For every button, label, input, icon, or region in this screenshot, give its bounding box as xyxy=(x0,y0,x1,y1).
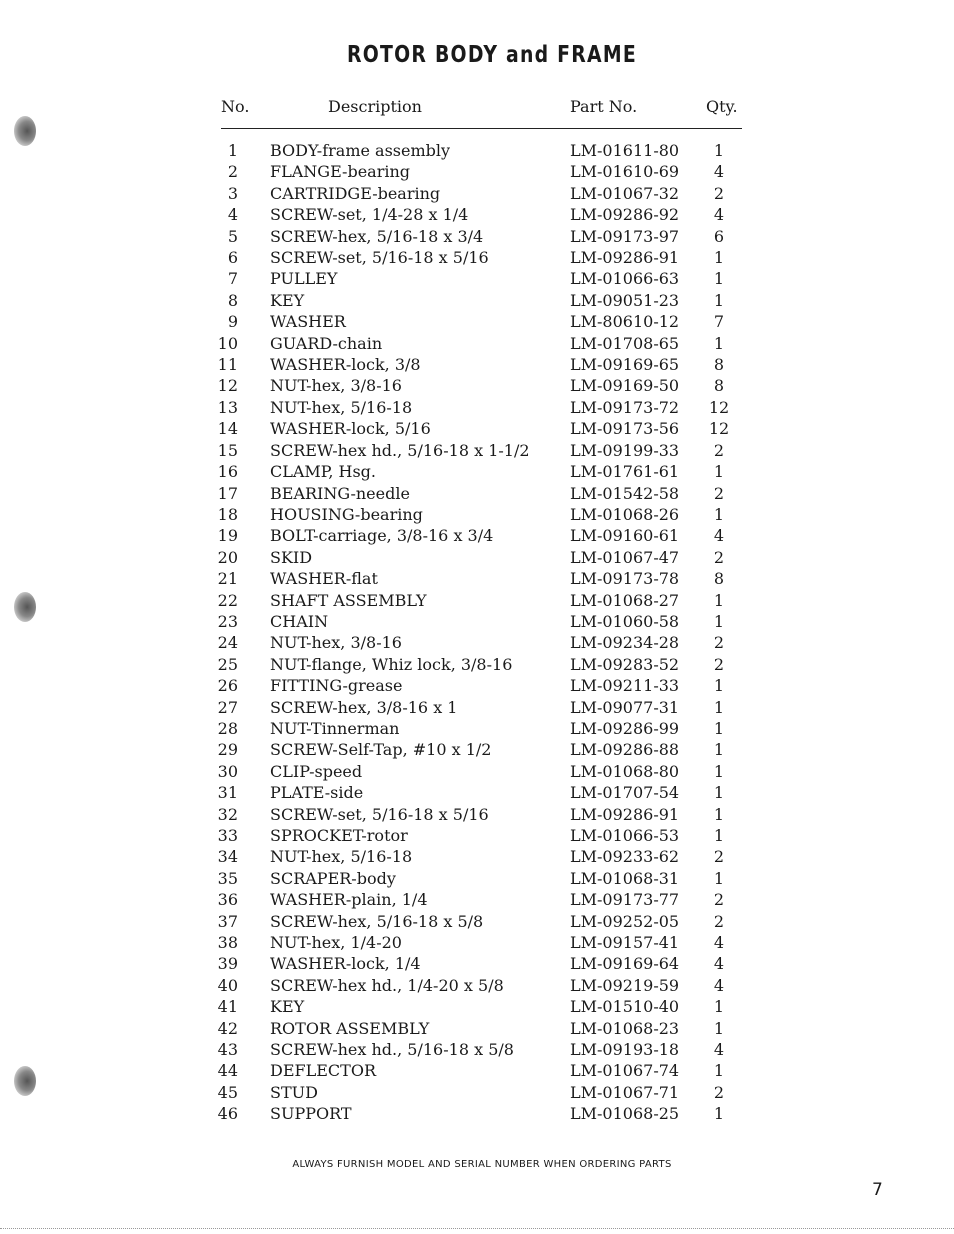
table-row xyxy=(0,204,954,225)
table-row xyxy=(0,525,954,546)
part-no-cell: LM-09199-33 xyxy=(570,440,680,460)
part-number-cell: 26 xyxy=(217,676,238,696)
part-no-cell: LM-09234-28 xyxy=(570,633,680,653)
description-cell: SCREW-set, 5/16-18 x 5/16 xyxy=(270,248,489,268)
part-number-cell: 7 xyxy=(227,269,238,289)
part-number-cell: 43 xyxy=(217,1040,238,1060)
table-row xyxy=(0,868,954,889)
description-cell: NUT-hex, 5/16-18 xyxy=(270,397,413,417)
description-cell: SKID xyxy=(270,547,313,567)
description-cell: HOUSING-bearing xyxy=(270,504,423,524)
part-number-cell: 15 xyxy=(217,440,238,460)
qty-cell: 8 xyxy=(713,376,725,396)
qty-cell: 1 xyxy=(713,1061,725,1081)
part-no-cell: LM-01610-69 xyxy=(570,162,680,182)
part-number-cell: 30 xyxy=(217,761,238,781)
table-row xyxy=(0,825,954,846)
part-number-cell: 34 xyxy=(217,847,238,867)
part-number-cell: 39 xyxy=(217,954,238,974)
part-number-cell: 16 xyxy=(217,462,238,482)
description-cell: DEFLECTOR xyxy=(270,1061,376,1081)
part-number-cell: 9 xyxy=(227,312,238,332)
part-no-cell: LM-09173-56 xyxy=(570,419,680,439)
qty-cell: 1 xyxy=(713,761,725,781)
table-row xyxy=(0,782,954,803)
qty-cell: 1 xyxy=(713,141,725,160)
table-row xyxy=(0,846,954,867)
description-cell: SCREW-hex, 5/16-18 x 3/4 xyxy=(270,226,484,246)
part-number-cell: 13 xyxy=(217,397,238,417)
part-no-cell: LM-09286-92 xyxy=(570,205,680,225)
part-no-cell: LM-09286-88 xyxy=(570,740,680,760)
qty-cell: 2 xyxy=(713,633,725,653)
table-row xyxy=(0,226,954,247)
qty-cell: 2 xyxy=(713,654,725,674)
table-row xyxy=(0,183,954,204)
qty-cell: 1 xyxy=(713,740,725,760)
description-cell: SPROCKET-rotor xyxy=(270,826,408,845)
table-row xyxy=(0,611,954,632)
description-cell: FLANGE-bearing xyxy=(270,162,411,182)
part-number-cell: 23 xyxy=(217,611,238,631)
qty-cell: 1 xyxy=(713,868,725,888)
part-no-cell: LM-09157-41 xyxy=(570,933,680,953)
part-no-cell: LM-01066-53 xyxy=(570,826,680,845)
part-no-cell: LM-01707-54 xyxy=(570,783,680,803)
qty-cell: 4 xyxy=(713,954,725,974)
part-number-cell: 10 xyxy=(217,333,238,353)
part-no-cell: LM-09219-59 xyxy=(570,975,680,995)
description-cell: CLIP-speed xyxy=(270,761,363,781)
qty-cell: 2 xyxy=(713,890,725,910)
part-no-cell: LM-01068-23 xyxy=(570,1018,680,1038)
part-no-cell: LM-09193-18 xyxy=(570,1040,680,1060)
part-no-cell: LM-01761-61 xyxy=(570,462,680,482)
table-row xyxy=(0,1039,954,1060)
description-cell: SCREW-hex hd., 5/16-18 x 5/8 xyxy=(270,1040,514,1060)
part-no-cell: LM-09286-91 xyxy=(570,248,680,268)
part-number-cell: 41 xyxy=(217,997,238,1017)
table-row xyxy=(0,140,954,161)
part-no-cell: LM-09173-97 xyxy=(570,226,680,246)
part-number-cell: 1 xyxy=(227,141,238,160)
part-number-cell: 46 xyxy=(217,1104,238,1124)
part-number-cell: 22 xyxy=(217,590,238,610)
part-number-cell: 33 xyxy=(217,826,238,845)
part-number-cell: 45 xyxy=(217,1082,238,1102)
table-row xyxy=(0,440,954,461)
part-no-cell: LM-09233-62 xyxy=(570,847,680,867)
qty-cell: 8 xyxy=(713,355,725,375)
table-row xyxy=(0,761,954,782)
part-no-cell: LM-01060-58 xyxy=(570,611,680,631)
qty-cell: 1 xyxy=(713,826,725,845)
part-number-cell: 3 xyxy=(227,183,238,203)
description-cell: PULLEY xyxy=(270,269,338,289)
part-number-cell: 42 xyxy=(217,1018,238,1038)
part-no-cell: LM-01067-71 xyxy=(570,1082,680,1102)
page-title: ROTOR BODY and FRAME xyxy=(347,42,637,68)
qty-cell: 1 xyxy=(713,611,725,631)
qty-cell: 1 xyxy=(713,783,725,803)
column-header-qty: Qty. xyxy=(706,97,738,116)
part-no-cell: LM-01067-74 xyxy=(570,1061,680,1081)
part-number-cell: 21 xyxy=(217,569,238,589)
part-number-cell: 31 xyxy=(217,783,238,803)
parts-list xyxy=(0,140,954,1125)
table-row xyxy=(0,675,954,696)
part-number-cell: 32 xyxy=(217,804,238,824)
qty-cell: 4 xyxy=(713,526,725,546)
part-no-cell: LM-09211-33 xyxy=(570,676,680,696)
description-cell: GUARD-chain xyxy=(270,333,383,353)
description-cell: SHAFT ASSEMBLY xyxy=(270,590,427,610)
description-cell: NUT-hex, 5/16-18 xyxy=(270,847,413,867)
part-number-cell: 37 xyxy=(217,911,238,931)
part-no-cell: LM-01611-80 xyxy=(570,141,680,160)
table-row xyxy=(0,397,954,418)
qty-cell: 1 xyxy=(713,1018,725,1038)
description-cell: BOLT-carriage, 3/8-16 x 3/4 xyxy=(270,526,494,546)
part-no-cell: LM-01067-47 xyxy=(570,547,680,567)
part-no-cell: LM-09169-64 xyxy=(570,954,680,974)
part-number-cell: 14 xyxy=(217,419,238,439)
qty-cell: 1 xyxy=(713,997,725,1017)
ordering-note: ALWAYS FURNISH MODEL AND SERIAL NUMBER WHEN ORDERING PARTS xyxy=(292,1159,672,1170)
table-row xyxy=(0,1060,954,1081)
part-number-cell: 4 xyxy=(227,205,238,225)
table-row xyxy=(0,1082,954,1103)
description-cell: CARTRIDGE-bearing xyxy=(270,183,441,203)
part-number-cell: 19 xyxy=(217,526,238,546)
qty-cell: 2 xyxy=(713,547,725,567)
part-no-cell: LM-80610-12 xyxy=(570,312,680,332)
table-row xyxy=(0,375,954,396)
description-cell: SCREW-hex, 5/16-18 x 5/8 xyxy=(270,911,484,931)
page-number: 7 xyxy=(872,1180,883,1200)
qty-cell: 12 xyxy=(708,419,730,439)
qty-cell: 1 xyxy=(713,269,725,289)
description-cell: SUPPORT xyxy=(270,1104,352,1124)
description-cell: BODY-frame assembly xyxy=(270,141,451,160)
qty-cell: 2 xyxy=(713,183,725,203)
description-cell: FITTING-grease xyxy=(270,676,403,696)
qty-cell: 1 xyxy=(713,697,725,717)
part-no-cell: LM-09051-23 xyxy=(570,290,680,310)
part-number-cell: 38 xyxy=(217,933,238,953)
qty-cell: 1 xyxy=(713,248,725,268)
description-cell: SCREW-set, 1/4-28 x 1/4 xyxy=(270,205,469,225)
table-row xyxy=(0,1103,954,1124)
part-number-cell: 35 xyxy=(217,868,238,888)
table-row xyxy=(0,418,954,439)
part-no-cell: LM-01068-26 xyxy=(570,504,680,524)
description-cell: KEY xyxy=(270,997,305,1017)
part-number-cell: 28 xyxy=(217,718,238,738)
part-no-cell: LM-01510-40 xyxy=(570,997,680,1017)
part-number-cell: 17 xyxy=(217,483,238,503)
table-row xyxy=(0,975,954,996)
part-no-cell: LM-01068-27 xyxy=(570,590,680,610)
table-row xyxy=(0,1018,954,1039)
part-no-cell: LM-01067-32 xyxy=(570,183,680,203)
table-row xyxy=(0,654,954,675)
table-row xyxy=(0,161,954,182)
part-no-cell: LM-01068-80 xyxy=(570,761,680,781)
description-cell: WASHER-lock, 3/8 xyxy=(270,355,421,375)
table-row xyxy=(0,739,954,760)
table-row xyxy=(0,354,954,375)
part-no-cell: LM-09252-05 xyxy=(570,911,680,931)
table-row xyxy=(0,483,954,504)
qty-cell: 6 xyxy=(713,226,725,246)
part-no-cell: LM-09077-31 xyxy=(570,697,680,717)
table-row xyxy=(0,568,954,589)
table-row xyxy=(0,632,954,653)
table-row xyxy=(0,290,954,311)
qty-cell: 1 xyxy=(713,290,725,310)
description-cell: SCREW-Self-Tap, #10 x 1/2 xyxy=(270,740,492,760)
table-row xyxy=(0,697,954,718)
description-cell: NUT-hex, 1/4-20 xyxy=(270,933,402,953)
part-no-cell: LM-01068-25 xyxy=(570,1104,680,1124)
header-divider xyxy=(221,128,742,129)
qty-cell: 2 xyxy=(713,847,725,867)
description-cell: SCREW-set, 5/16-18 x 5/16 xyxy=(270,804,489,824)
part-number-cell: 25 xyxy=(217,654,238,674)
qty-cell: 4 xyxy=(713,205,725,225)
qty-cell: 2 xyxy=(713,911,725,931)
description-cell: WASHER-lock, 5/16 xyxy=(270,419,431,439)
description-cell: SCREW-hex hd., 1/4-20 x 5/8 xyxy=(270,975,504,995)
table-row xyxy=(0,461,954,482)
description-cell: PLATE-side xyxy=(270,783,364,803)
table-row xyxy=(0,911,954,932)
part-no-cell: LM-09283-52 xyxy=(570,654,680,674)
qty-cell: 4 xyxy=(713,933,725,953)
qty-cell: 7 xyxy=(713,312,725,332)
table-row xyxy=(0,333,954,354)
qty-cell: 1 xyxy=(713,804,725,824)
column-header-description: Description xyxy=(328,97,422,116)
description-cell: ROTOR ASSEMBLY xyxy=(270,1018,430,1038)
part-no-cell: LM-09169-65 xyxy=(570,355,680,375)
part-no-cell: LM-09173-78 xyxy=(570,569,680,589)
table-row xyxy=(0,718,954,739)
qty-cell: 1 xyxy=(713,1104,725,1124)
page-edge xyxy=(0,1228,954,1229)
qty-cell: 1 xyxy=(713,333,725,353)
table-row xyxy=(0,889,954,910)
table-row xyxy=(0,996,954,1017)
qty-cell: 2 xyxy=(713,440,725,460)
description-cell: WASHER-lock, 1/4 xyxy=(270,954,421,974)
qty-cell: 2 xyxy=(713,483,725,503)
part-number-cell: 20 xyxy=(217,547,238,567)
part-number-cell: 5 xyxy=(227,226,238,246)
part-number-cell: 12 xyxy=(217,376,238,396)
part-no-cell: LM-01542-58 xyxy=(570,483,680,503)
description-cell: SCREW-hex hd., 5/16-18 x 1-1/2 xyxy=(270,440,530,460)
qty-cell: 1 xyxy=(713,462,725,482)
description-cell: WASHER xyxy=(270,312,346,332)
column-header-part-no: Part No. xyxy=(570,97,638,116)
description-cell: KEY xyxy=(270,290,305,310)
column-header-no: No. xyxy=(221,97,250,116)
qty-cell: 4 xyxy=(713,975,725,995)
description-cell: STUD xyxy=(270,1082,318,1102)
table-row xyxy=(0,547,954,568)
part-number-cell: 2 xyxy=(227,162,238,182)
part-no-cell: LM-01708-65 xyxy=(570,333,680,353)
description-cell: NUT-Tinnerman xyxy=(270,718,400,738)
part-no-cell: LM-01068-31 xyxy=(570,868,680,888)
part-no-cell: LM-09160-61 xyxy=(570,526,680,546)
table-row xyxy=(0,268,954,289)
qty-cell: 1 xyxy=(713,590,725,610)
part-number-cell: 40 xyxy=(217,975,238,995)
table-row xyxy=(0,953,954,974)
part-number-cell: 29 xyxy=(217,740,238,760)
description-cell: SCREW-hex, 3/8-16 x 1 xyxy=(270,697,458,717)
description-cell: SCRAPER-body xyxy=(270,868,396,888)
qty-cell: 4 xyxy=(713,162,725,182)
table-row xyxy=(0,504,954,525)
table-row xyxy=(0,247,954,268)
part-no-cell: LM-09173-72 xyxy=(570,397,680,417)
part-no-cell: LM-09286-99 xyxy=(570,718,680,738)
description-cell: WASHER-plain, 1/4 xyxy=(270,890,428,910)
qty-cell: 2 xyxy=(713,1082,725,1102)
table-row xyxy=(0,590,954,611)
table-row xyxy=(0,804,954,825)
qty-cell: 1 xyxy=(713,676,725,696)
description-cell: NUT-hex, 3/8-16 xyxy=(270,376,402,396)
description-cell: BEARING-needle xyxy=(270,483,410,503)
part-no-cell: LM-09286-91 xyxy=(570,804,680,824)
qty-cell: 1 xyxy=(713,718,725,738)
qty-cell: 8 xyxy=(713,569,725,589)
description-cell: WASHER-flat xyxy=(270,569,378,589)
part-number-cell: 8 xyxy=(227,290,238,310)
part-number-cell: 36 xyxy=(217,890,238,910)
qty-cell: 12 xyxy=(708,397,730,417)
part-no-cell: LM-09169-50 xyxy=(570,376,680,396)
table-row xyxy=(0,932,954,953)
qty-cell: 1 xyxy=(713,504,725,524)
part-no-cell: LM-01066-63 xyxy=(570,269,680,289)
description-cell: NUT-hex, 3/8-16 xyxy=(270,633,402,653)
part-number-cell: 6 xyxy=(227,248,238,268)
part-number-cell: 24 xyxy=(217,633,238,653)
part-number-cell: 44 xyxy=(217,1061,238,1081)
qty-cell: 4 xyxy=(713,1040,725,1060)
description-cell: CHAIN xyxy=(270,611,329,631)
description-cell: NUT-flange, Whiz lock, 3/8-16 xyxy=(270,654,513,674)
part-number-cell: 18 xyxy=(217,504,238,524)
part-number-cell: 11 xyxy=(217,355,238,375)
part-no-cell: LM-09173-77 xyxy=(570,890,680,910)
table-row xyxy=(0,311,954,332)
description-cell: CLAMP, Hsg. xyxy=(270,462,376,482)
part-number-cell: 27 xyxy=(217,697,238,717)
